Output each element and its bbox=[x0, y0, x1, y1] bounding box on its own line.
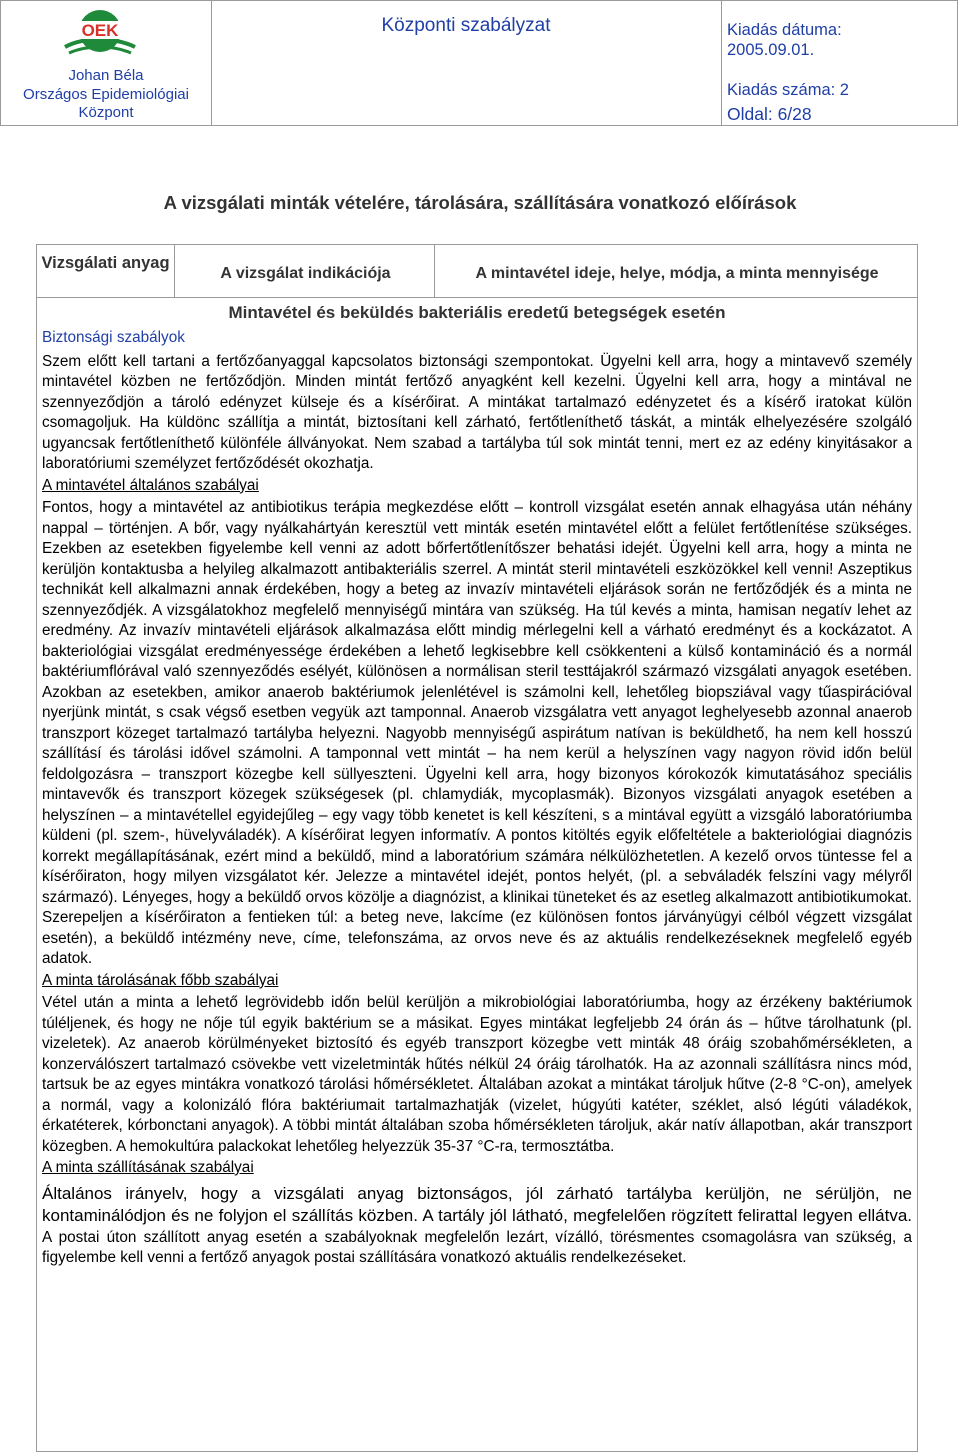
document-body bbox=[42, 328, 912, 1269]
header-title-cell bbox=[211, 1, 722, 125]
transport-heading: A minta szállításának szabályai bbox=[42, 1159, 254, 1176]
storage-heading: A minta tárolásának főbb szabályai bbox=[42, 971, 279, 989]
general-rules-paragraph: Fontos, hogy a mintavétel az antibiotikus terápia megkezdése előtt – kontroll vizsgálat esetén annak elhagyása után néhány nappal – történjen. A bőr, vagy nyálkahártyán keresztül vett minták esetén mintavétel előtt a felület fertőtlenítése szükséges. Ezekben az esetekben figyelembe kell venni az adott bőrfertőtlenítőszer behatási idejét. Ügyelni kell arra, hogy a minta ne kerüljön kontaktusba a helyileg alkalmazott antibakteriális szerrel. A mintát steril mintavételi eszközökkel kell venni! Aszeptikus technikát kell alkalmazni annak érdekében, hogy a beteg az invazív mintavételi eljárások során ne fertőződjék és a minta ne szennyeződjék. A vizsgálatokhoz megfelelő mennyiségű mintára van szükség. Ha túl kevés a minta, hamisan negatív lehet az eredmény. Az invazív mintavételi eljárások alkalmazása előtt mindig mérlegelni kell a várható eredményt és a kockázatot. A bakteriológiai vizsgálat eredményessége érdekében a lehető legkisebbre kell csökkenteni a külső kontamináció és a normál baktériumflórával való szennyeződés esélyét, különösen a normálisan steril testtájakról származó vizsgálati anyagok esetében. Azokban az esetekben, amikor anaerob baktériumok jelenlétével is számolni kell, lehetőleg biopsziával vagy tűaspirációval nyerjünk mintát, s csak végső esetben vegyük azt tamponnal. Anaerob vizsgálatra vett anyagot leghelyesebb azonnal anaerob transzport közeget tartalmazó tartályba helyezni. Nagyobb mennyiségű aspirátum natívan is beküldhető, ha nem kell hosszú szállításí és tárolási idővel számolni. A tamponnal vett mintát – ha nem kerül a helyszínen vagy nagyon rövid időn belül feldolgozásra – transzport közegbe kell süllyeszteni. Ügyelni kell arra, hogy bizonyos kórokozók kimutatásához speciális mintavevők és transzport közegek szükségesek (pl. chlamydiák, mycoplasmák). Bizonyos vizsgálati anyagok esetében a helyszínen – a mintavétellel egyidejűleg – egy vagy több kenetet is kell készíteni, s a mintával együtt a vizsgáló laboratóriumba küldeni (pl. szem-, hüvelyváladék). A kísérőirat legyen informatív. A pontos kitöltés egyik előfeltétele a bakteriológiai diagnózis korrekt megállapításának, ezért mind a beküldő, mind a laboratórium számára nélkülözhetetlen. A kezelő orvos tüntesse fel a kísérőiraton, hogy milyen vizsgálatot kér. Jelezze a mintavétel idejét, pontos helyét, (pl. a sebváladék felszíni vagy mélyről származó). Lényeges, hogy a beküldő orvos közölje a diagnózist, a klinikai tüneteket és az esetleg alkalmazott antibiotikumokat. Szerepeljen a kísérőiraton a fentieken túl: a beteg neve, lakcíme (ez különösen fontos járványügyi célból végzett vizsgálat esetén), a beküldő intézmény neve, címe, telefonszáma, az orvos neve és az aktuális rendelkezéseknek megfelelő egyéb adatok. bbox=[42, 499, 912, 967]
safety-paragraph: Szem előtt kell tartani a fertőzőanyaggal kapcsolatos biztonsági szempontokat. Ügyelni kell arra, hogy a mintavevő személy mintavétel közben ne fertőződjön. Minden mintát fertőző anyagként kell kezelni. Ügyelni kell arra, hogy a mintával ne szennyeződjön a tároló edényzet külseje és a kísérőirat. A mintákat tartalmazó edényzetet és a kísérő iratokat külön csomagoljuk. Ha küldönc szállítja a mintát, biztosítani kell zárható, fertőtleníthető táskát, a minták elhelyezésére szolgáló ugyancsak fertőtleníthető különféle állványokat. Nem szabad a tartályba túl sok mintát tenni, mert ez az edény kinyitásakor a laboratóriumi személyzet fertőződését okozhatja. bbox=[42, 352, 912, 472]
page-number: Oldal: 6/28 bbox=[727, 104, 812, 124]
transport-lead: Általános irányelv, hogy a vizsgálati anyag biztonságos, jól zárható tartályba kerüljön, ne sérüljön, ne kontaminálódjon és ne folyjon el szállítás közben. A tartály jól látható, megfelelően rögzített felirattal legyen ellátva. bbox=[42, 1183, 912, 1225]
logo-text: OEK bbox=[81, 21, 119, 40]
transport-rest: A postai úton szállított anyag esetén a szabályoknak megfelelőn lezárt, vízálló, törésmentes csomagolásra van szükség, a figyelembe kell venni a fertőző anyagok postai szállítására vonatkozó aktuális rendelkezéseket. bbox=[42, 1228, 912, 1266]
general-rules-heading: A mintavétel általános szabályai bbox=[42, 476, 259, 494]
main-title: A vizsgálati minták vételére, tárolására, szállítására vonatkozó előírások bbox=[163, 192, 797, 213]
storage-paragraph: Vétel után a minta a lehető legrövidebb időn belül kerüljön a mikrobiológiai laboratóriumba, hogy az érzékeny baktériumok túléljenek, és hogy ne nője túl egyik baktérium se a másikat. Egyes mintákat legfeljebb 24 órán ás – hűtve tárolhatunk (pl. vizeletek). Az anaerob körülményeket biztosító és egyéb transzport közegbe vett minták 48 óráig szobahőmérsékleten, a konzerválószert tartalmazó csövekbe vett vizeletminták hűtés nélkül 24 óráig tárolhatók. Ha az azonnali szállításra nincs mód, tartsuk be az egyes mintákra vonatkozó tárolási hőmérsékletet. Általában azokat a mintákat tároljuk hűtve (2-8 °C-on), amelyek a normál, vagy a kolonizáló flóra baktériumait tartalmazhatják (vizelet, húgyúti katéter, széklet, alsó légúti váladékok, érkatéterek, kórbonctani anyagok). A többi mintát általában szoba hőmérsékleten tároljuk, akár natív állapotban, akár transzport közegben. A hemokultúra palackokat lehetőleg helyezzük 35-37 °C-ra, termosztátba. bbox=[42, 994, 912, 1155]
organization-name: Johan Béla Országos Epidemiológiai Központ bbox=[23, 67, 189, 121]
table-subheading: Mintavétel és beküldés bakteriális eredetű betegségek esetén bbox=[228, 303, 726, 322]
document-header bbox=[0, 0, 958, 126]
issue-date-label: Kiadás dátuma: bbox=[727, 21, 842, 39]
safety-heading: Biztonsági szabályok bbox=[42, 329, 185, 346]
col-header-sampling: A mintavétel ideje, helye, módja, a minta mennyisége bbox=[475, 265, 879, 282]
oek-logo-icon bbox=[55, 7, 145, 63]
header-org-cell bbox=[1, 1, 212, 125]
issue-number: Kiadás száma: 2 bbox=[727, 81, 849, 99]
transport-paragraph bbox=[42, 1183, 912, 1269]
document-title: Központi szabályzat bbox=[381, 15, 551, 36]
col-header-material: Vizsgálati anyag bbox=[41, 254, 170, 272]
col-header-indication: A vizsgálat indikációja bbox=[220, 265, 391, 282]
header-meta-cell bbox=[721, 1, 957, 125]
issue-date: 2005.09.01. bbox=[727, 41, 815, 59]
